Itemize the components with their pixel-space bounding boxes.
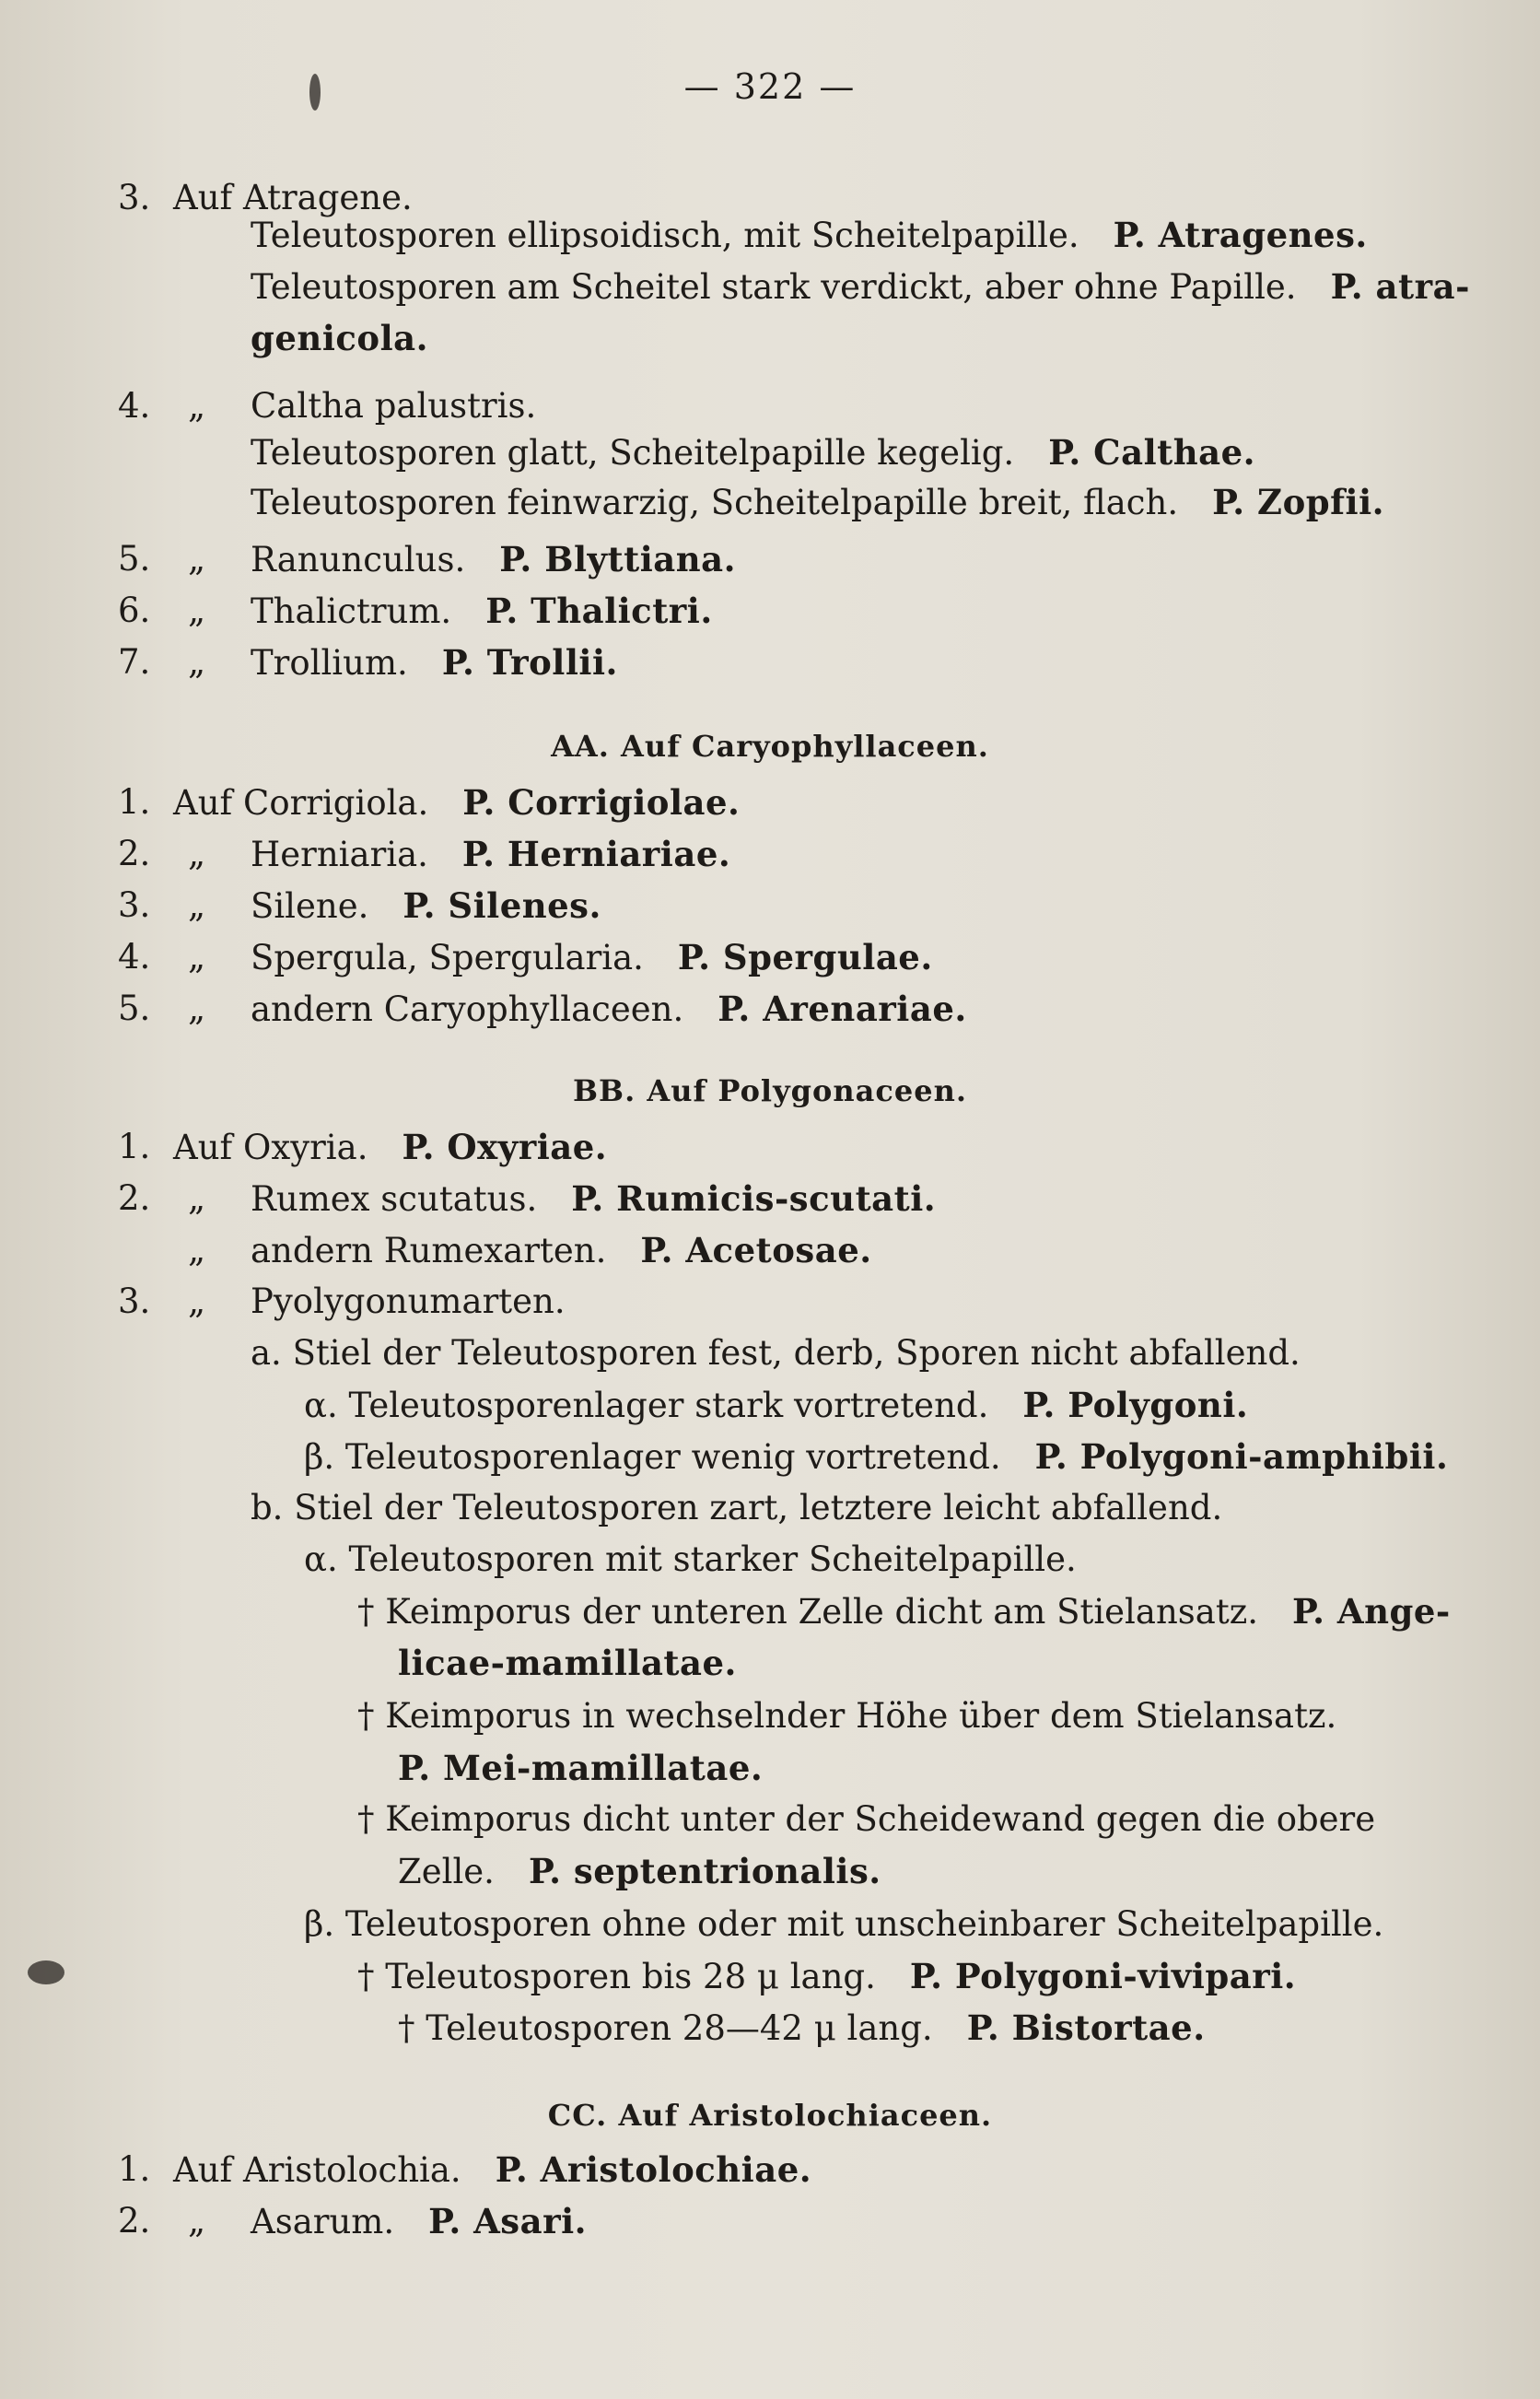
description-text: andern Caryophyllaceen.: [251, 989, 684, 1029]
description-text: † Teleutosporen 28—42 μ lang.: [398, 2008, 933, 2048]
text-line: [304, 1384, 1248, 1427]
description-text: b. Stiel der Teleutosporen zart, letztere leicht abfallend.: [251, 1488, 1223, 1527]
text-line: [304, 1435, 1448, 1479]
description-text: Teleutosporen feinwarzig, Scheitelpapille breit, flach.: [251, 483, 1179, 522]
description-text: Auf Oxyria.: [173, 1128, 368, 1167]
description-text: α. Teleutosporen mit starker Scheitelpapille.: [304, 1539, 1077, 1579]
description-text: Silene.: [251, 886, 369, 926]
ditto-mark: „: [188, 642, 206, 682]
species-name: P. Oxyriae.: [402, 1127, 608, 1167]
description-text: Spergula, Spergularia.: [251, 938, 644, 977]
text-line: [251, 538, 736, 581]
section-heading: CC. Auf Aristolochiaceen.: [547, 2098, 993, 2133]
ink-stain: [28, 1960, 64, 1984]
species-name: P. Herniariae.: [461, 834, 731, 874]
text-line: [173, 1126, 607, 1169]
ditto-mark: „: [188, 937, 206, 977]
description-text: Caltha palustris.: [251, 386, 537, 426]
text-line: [251, 1177, 936, 1221]
ditto-mark: „: [188, 885, 206, 925]
text-line: [251, 317, 428, 360]
description-text: Rumex scutatus.: [251, 1179, 538, 1219]
text-line: [398, 1642, 737, 1685]
species-name: P. Polygoni.: [1022, 1385, 1249, 1425]
description-text: Teleutosporen glatt, Scheitelpapille kegelig.: [251, 433, 1015, 473]
text-line: [251, 936, 933, 979]
species-name: P. septentrionalis.: [528, 1851, 881, 1891]
species-name: genicola.: [251, 318, 428, 358]
description-text: Herniaria.: [251, 835, 428, 874]
ditto-mark: „: [188, 1230, 206, 1270]
species-name: P. Atragenes.: [1113, 215, 1368, 255]
item-number: 6.: [118, 591, 151, 630]
description-text: Auf Aristolochia.: [173, 2150, 461, 2190]
text-line: [251, 884, 601, 928]
text-line: [398, 1747, 763, 1790]
text-line: [173, 2148, 811, 2192]
section-heading: BB. Auf Polygonaceen.: [573, 1073, 967, 1108]
page-number: — 322 —: [683, 66, 857, 107]
ditto-mark: „: [188, 989, 206, 1028]
text-line: [251, 2200, 587, 2243]
species-name: P. Trollii.: [441, 642, 618, 683]
species-name: P. Ange-: [1291, 1591, 1451, 1632]
text-line: [251, 1281, 566, 1323]
text-line: [357, 1955, 1296, 1998]
species-name: P. Acetosae.: [640, 1230, 872, 1270]
description-text: α. Teleutosporenlager stark vortretend.: [304, 1386, 989, 1425]
ditto-mark: „: [188, 386, 206, 426]
species-name: licae-mamillatae.: [398, 1643, 737, 1683]
ditto-mark: „: [188, 1281, 206, 1321]
species-name: P. Arenariae.: [718, 989, 967, 1029]
item-number: 4.: [118, 386, 151, 426]
item-number: 4.: [118, 937, 151, 977]
item-number: 2.: [118, 2201, 151, 2241]
item-number: 2.: [118, 1178, 151, 1218]
description-text: β. Teleutosporen ohne oder mit unscheinbarer Scheitelpapille.: [304, 1904, 1384, 1944]
text-line: [357, 1590, 1451, 1633]
description-text: a. Stiel der Teleutosporen fest, derb, Sporen nicht abfallend.: [251, 1333, 1301, 1373]
ditto-mark: „: [188, 591, 206, 630]
species-name: P. Silenes.: [402, 885, 601, 926]
text-line: [251, 641, 618, 685]
text-line: [251, 265, 1470, 309]
description-text: Teleutosporen ellipsoidisch, mit Scheitelpapille.: [251, 216, 1079, 255]
description-text: β. Teleutosporenlager wenig vortretend.: [304, 1437, 1001, 1477]
item-number: 2.: [118, 834, 151, 873]
text-line: [304, 1539, 1077, 1581]
item-number: 5.: [118, 989, 151, 1028]
species-name: P. Rumicis-scutati.: [571, 1178, 937, 1219]
description-text: Trollium.: [251, 643, 408, 683]
description-text: Teleutosporen am Scheitel stark verdickt, aber ohne Papille.: [251, 267, 1297, 307]
description-text: † Keimporus in wechselnder Höhe über dem Stielansatz.: [357, 1696, 1337, 1736]
section-heading: AA. Auf Caryophyllaceen.: [551, 729, 989, 764]
description-text: Thalictrum.: [251, 591, 452, 631]
text-line: [251, 214, 1368, 257]
text-line: [251, 988, 967, 1031]
description-text: † Keimporus dicht unter der Scheidewand gegen die obere: [357, 1799, 1376, 1839]
description-text: Zelle.: [398, 1852, 495, 1891]
item-number: 1.: [118, 2149, 151, 2189]
species-name: P. Zopfii.: [1212, 482, 1385, 522]
species-name: P. Polygoni-vivipari.: [909, 1956, 1297, 1996]
ditto-mark: „: [188, 834, 206, 873]
item-number: 1.: [118, 782, 151, 822]
description-text: Asarum.: [251, 2202, 395, 2241]
species-name: P. Calthae.: [1048, 432, 1256, 473]
species-name: P. atra-: [1330, 266, 1470, 307]
ditto-mark: „: [188, 2201, 206, 2241]
item-number: 7.: [118, 642, 151, 682]
item-number: 5.: [118, 539, 151, 579]
text-line: [251, 1229, 872, 1272]
text-line: [251, 431, 1255, 474]
text-line: [173, 781, 740, 825]
species-name: P. Asari.: [428, 2201, 588, 2241]
text-line: [357, 1695, 1336, 1738]
text-line: [251, 833, 730, 876]
text-line: [304, 1903, 1383, 1946]
description-text: andern Rumexarten.: [251, 1231, 607, 1270]
species-name: P. Spergulae.: [677, 937, 933, 977]
species-name: P. Aristolochiae.: [495, 2149, 812, 2190]
species-name: P. Polygoni-amphibii.: [1034, 1436, 1449, 1477]
description-text: Auf Atragene.: [173, 178, 413, 217]
text-line: [357, 1798, 1375, 1841]
ditto-mark: „: [188, 539, 206, 579]
text-line: [251, 1332, 1301, 1375]
description-text: † Teleutosporen bis 28 μ lang.: [357, 1957, 876, 1996]
item-number: 1.: [118, 1127, 151, 1166]
text-line: [251, 1487, 1222, 1529]
description-text: Ranunculus.: [251, 540, 466, 579]
ditto-mark: „: [188, 1178, 206, 1218]
description-text: † Keimporus der unteren Zelle dicht am Stielansatz.: [357, 1592, 1258, 1632]
item-number: 3.: [118, 178, 151, 217]
text-line: [398, 1850, 881, 1893]
species-name: P. Mei-mamillatae.: [398, 1748, 764, 1788]
description-text: Auf Corrigiola.: [173, 783, 429, 823]
item-number: 3.: [118, 885, 151, 925]
text-line: [251, 385, 536, 427]
species-name: P. Thalictri.: [485, 591, 713, 631]
text-line: [251, 481, 1384, 524]
species-name: P. Corrigiolae.: [462, 782, 741, 823]
description-text: Pyolygonumarten.: [251, 1281, 566, 1321]
text-line: [398, 2007, 1206, 2050]
item-number: 3.: [118, 1281, 151, 1321]
species-name: P. Bistortae.: [966, 2007, 1206, 2048]
text-line: [251, 590, 713, 633]
species-name: P. Blyttiana.: [499, 539, 736, 579]
